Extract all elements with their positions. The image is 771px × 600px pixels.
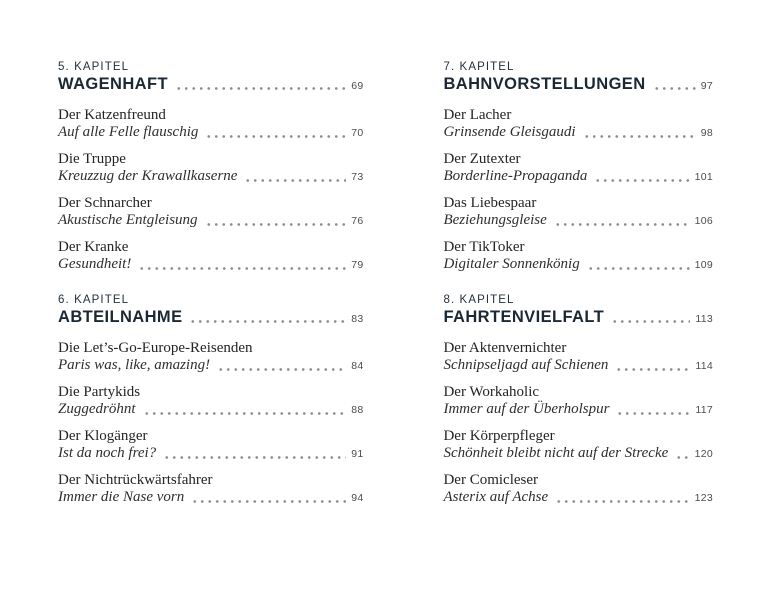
dot-leader [189,319,346,324]
dot-leader [175,86,346,91]
toc-entry [58,472,363,507]
chapter-title: ABTEILNAHME [58,308,183,326]
toc-entry [443,239,713,274]
toc-entry [58,428,363,463]
entry-title: Der Workaholic [443,384,540,400]
chapter-title: WAGENHAFT [58,75,168,93]
dot-leader [138,266,346,271]
entry-title: Der Comicleser [443,472,539,488]
entry-subtitle: Zuggedröhnt [58,401,136,417]
entry-subtitle: Beziehungsgleise [443,212,547,228]
entry-subtitle: Schönheit bleibt nicht auf der Strecke [443,445,669,461]
table-of-contents [58,60,713,520]
chapter-heading-row [58,74,363,94]
entry-page-number: 114 [695,360,713,372]
chapter-page-number: 113 [695,313,713,325]
dot-leader [611,319,690,324]
entry-subtitle: Immer die Nase vorn [58,489,185,505]
entry-subtitle-row [58,489,363,507]
entry-title: Die Truppe [58,151,126,167]
entry-subtitle-row [58,256,363,274]
toc-column-left [58,60,363,520]
entry-page-number: 106 [694,215,713,227]
entry-page-number: 73 [351,171,364,183]
entry-page-number: 120 [694,448,713,460]
entry-subtitle-row [58,357,363,375]
chapter-page-number: 83 [351,313,364,325]
chapter-page-number: 97 [700,80,713,92]
entry-page-number: 84 [351,360,364,372]
toc-entry [58,340,363,375]
toc-entry [443,428,713,463]
toc-entry [443,384,713,419]
entry-page-number: 79 [351,259,364,271]
entry-subtitle: Auf alle Felle flauschig [58,124,199,140]
entry-subtitle-row [58,212,363,230]
entry-subtitle-row [443,212,713,230]
entry-page-number: 109 [694,259,713,271]
entry-page-number: 101 [694,171,713,183]
chapter-heading-row [58,307,363,327]
entry-subtitle-row [58,168,363,186]
toc-entry [443,340,713,375]
entry-subtitle-row [443,124,713,142]
entry-subtitle: Digitaler Sonnenkönig [443,256,580,272]
entry-subtitle: Borderline-Propaganda [443,168,588,184]
entry-subtitle: Schnipseljagd auf Schienen [443,357,609,373]
entry-subtitle: Gesundheit! [58,256,132,272]
entry-page-number: 98 [700,127,713,139]
entry-subtitle-row [443,489,713,507]
dot-leader [583,134,696,139]
entry-subtitle-row [443,357,713,375]
entry-subtitle-row [443,168,713,186]
entry-title: Die Partykids [58,384,141,400]
chapter-label: 5. KAPITEL [58,61,130,73]
dot-leader [163,455,346,460]
chapter-label: 6. KAPITEL [58,294,130,306]
toc-entry [443,151,713,186]
chapter-heading-row [443,307,713,327]
chapter-label: 8. KAPITEL [443,294,515,306]
chapter-title: BAHNVORSTELLUNGEN [443,75,646,93]
dot-leader [143,411,347,416]
chapter-page-number: 69 [351,80,364,92]
entry-title: Der Aktenvernichter [443,340,567,356]
dot-leader [205,134,346,139]
toc-entry [443,195,713,230]
toc-entry [58,107,363,142]
entry-subtitle-row [58,124,363,142]
toc-entry [58,151,363,186]
entry-title: Der Nichtrückwärtsfahrer [58,472,213,488]
dot-leader [615,367,690,372]
entry-page-number: 70 [351,127,364,139]
entry-subtitle-row [58,445,363,463]
entry-page-number: 123 [694,492,713,504]
entry-title: Das Liebespaar [443,195,537,211]
entry-subtitle-row [443,401,713,419]
dot-leader [616,411,690,416]
dot-leader [653,86,696,91]
dot-leader [205,222,347,227]
chapter-heading-row [443,74,713,94]
toc-column-right [443,60,713,520]
entry-page-number: 88 [351,404,364,416]
entry-title: Der Körperpfleger [443,428,555,444]
entry-page-number: 117 [695,404,713,416]
entry-subtitle: Akustische Entgleisung [58,212,198,228]
entry-title: Der Katzenfreund [58,107,166,123]
chapter-section-5 [58,60,363,283]
dot-leader [675,455,689,460]
chapter-title: FAHRTENVIELFALT [443,308,605,326]
entry-title: Der Kranke [58,239,129,255]
toc-entry [443,107,713,142]
chapter-section-6 [58,293,363,516]
entry-title: Die Let’s-Go-Europe-Reisenden [58,340,253,356]
entry-title: Der Schnarcher [58,195,152,211]
toc-entry [58,239,363,274]
toc-entry [58,384,363,419]
entry-subtitle: Ist da noch frei? [58,445,157,461]
toc-entry [58,195,363,230]
entry-page-number: 94 [351,492,364,504]
dot-leader [554,222,690,227]
entry-subtitle-row [443,445,713,463]
entry-subtitle-row [58,401,363,419]
entry-subtitle: Paris was, like, amazing! [58,357,211,373]
entry-title: Der Lacher [443,107,512,123]
dot-leader [555,499,689,504]
chapter-section-7 [443,60,713,283]
entry-title: Der TikToker [443,239,525,255]
dot-leader [217,367,346,372]
dot-leader [244,178,346,183]
entry-title: Der Zutexter [443,151,521,167]
entry-subtitle: Kreuzzug der Krawallkaserne [58,168,238,184]
dot-leader [587,266,690,271]
entry-subtitle: Grinsende Gleisgaudi [443,124,576,140]
toc-entry [443,472,713,507]
entry-subtitle: Immer auf der Überholspur [443,401,610,417]
chapter-section-8 [443,293,713,516]
dot-leader [191,499,346,504]
chapter-label: 7. KAPITEL [443,61,515,73]
entry-page-number: 91 [351,448,364,460]
entry-subtitle-row [443,256,713,274]
dot-leader [594,178,689,183]
entry-page-number: 76 [351,215,364,227]
entry-title: Der Klogänger [58,428,148,444]
entry-subtitle: Asterix auf Achse [443,489,549,505]
